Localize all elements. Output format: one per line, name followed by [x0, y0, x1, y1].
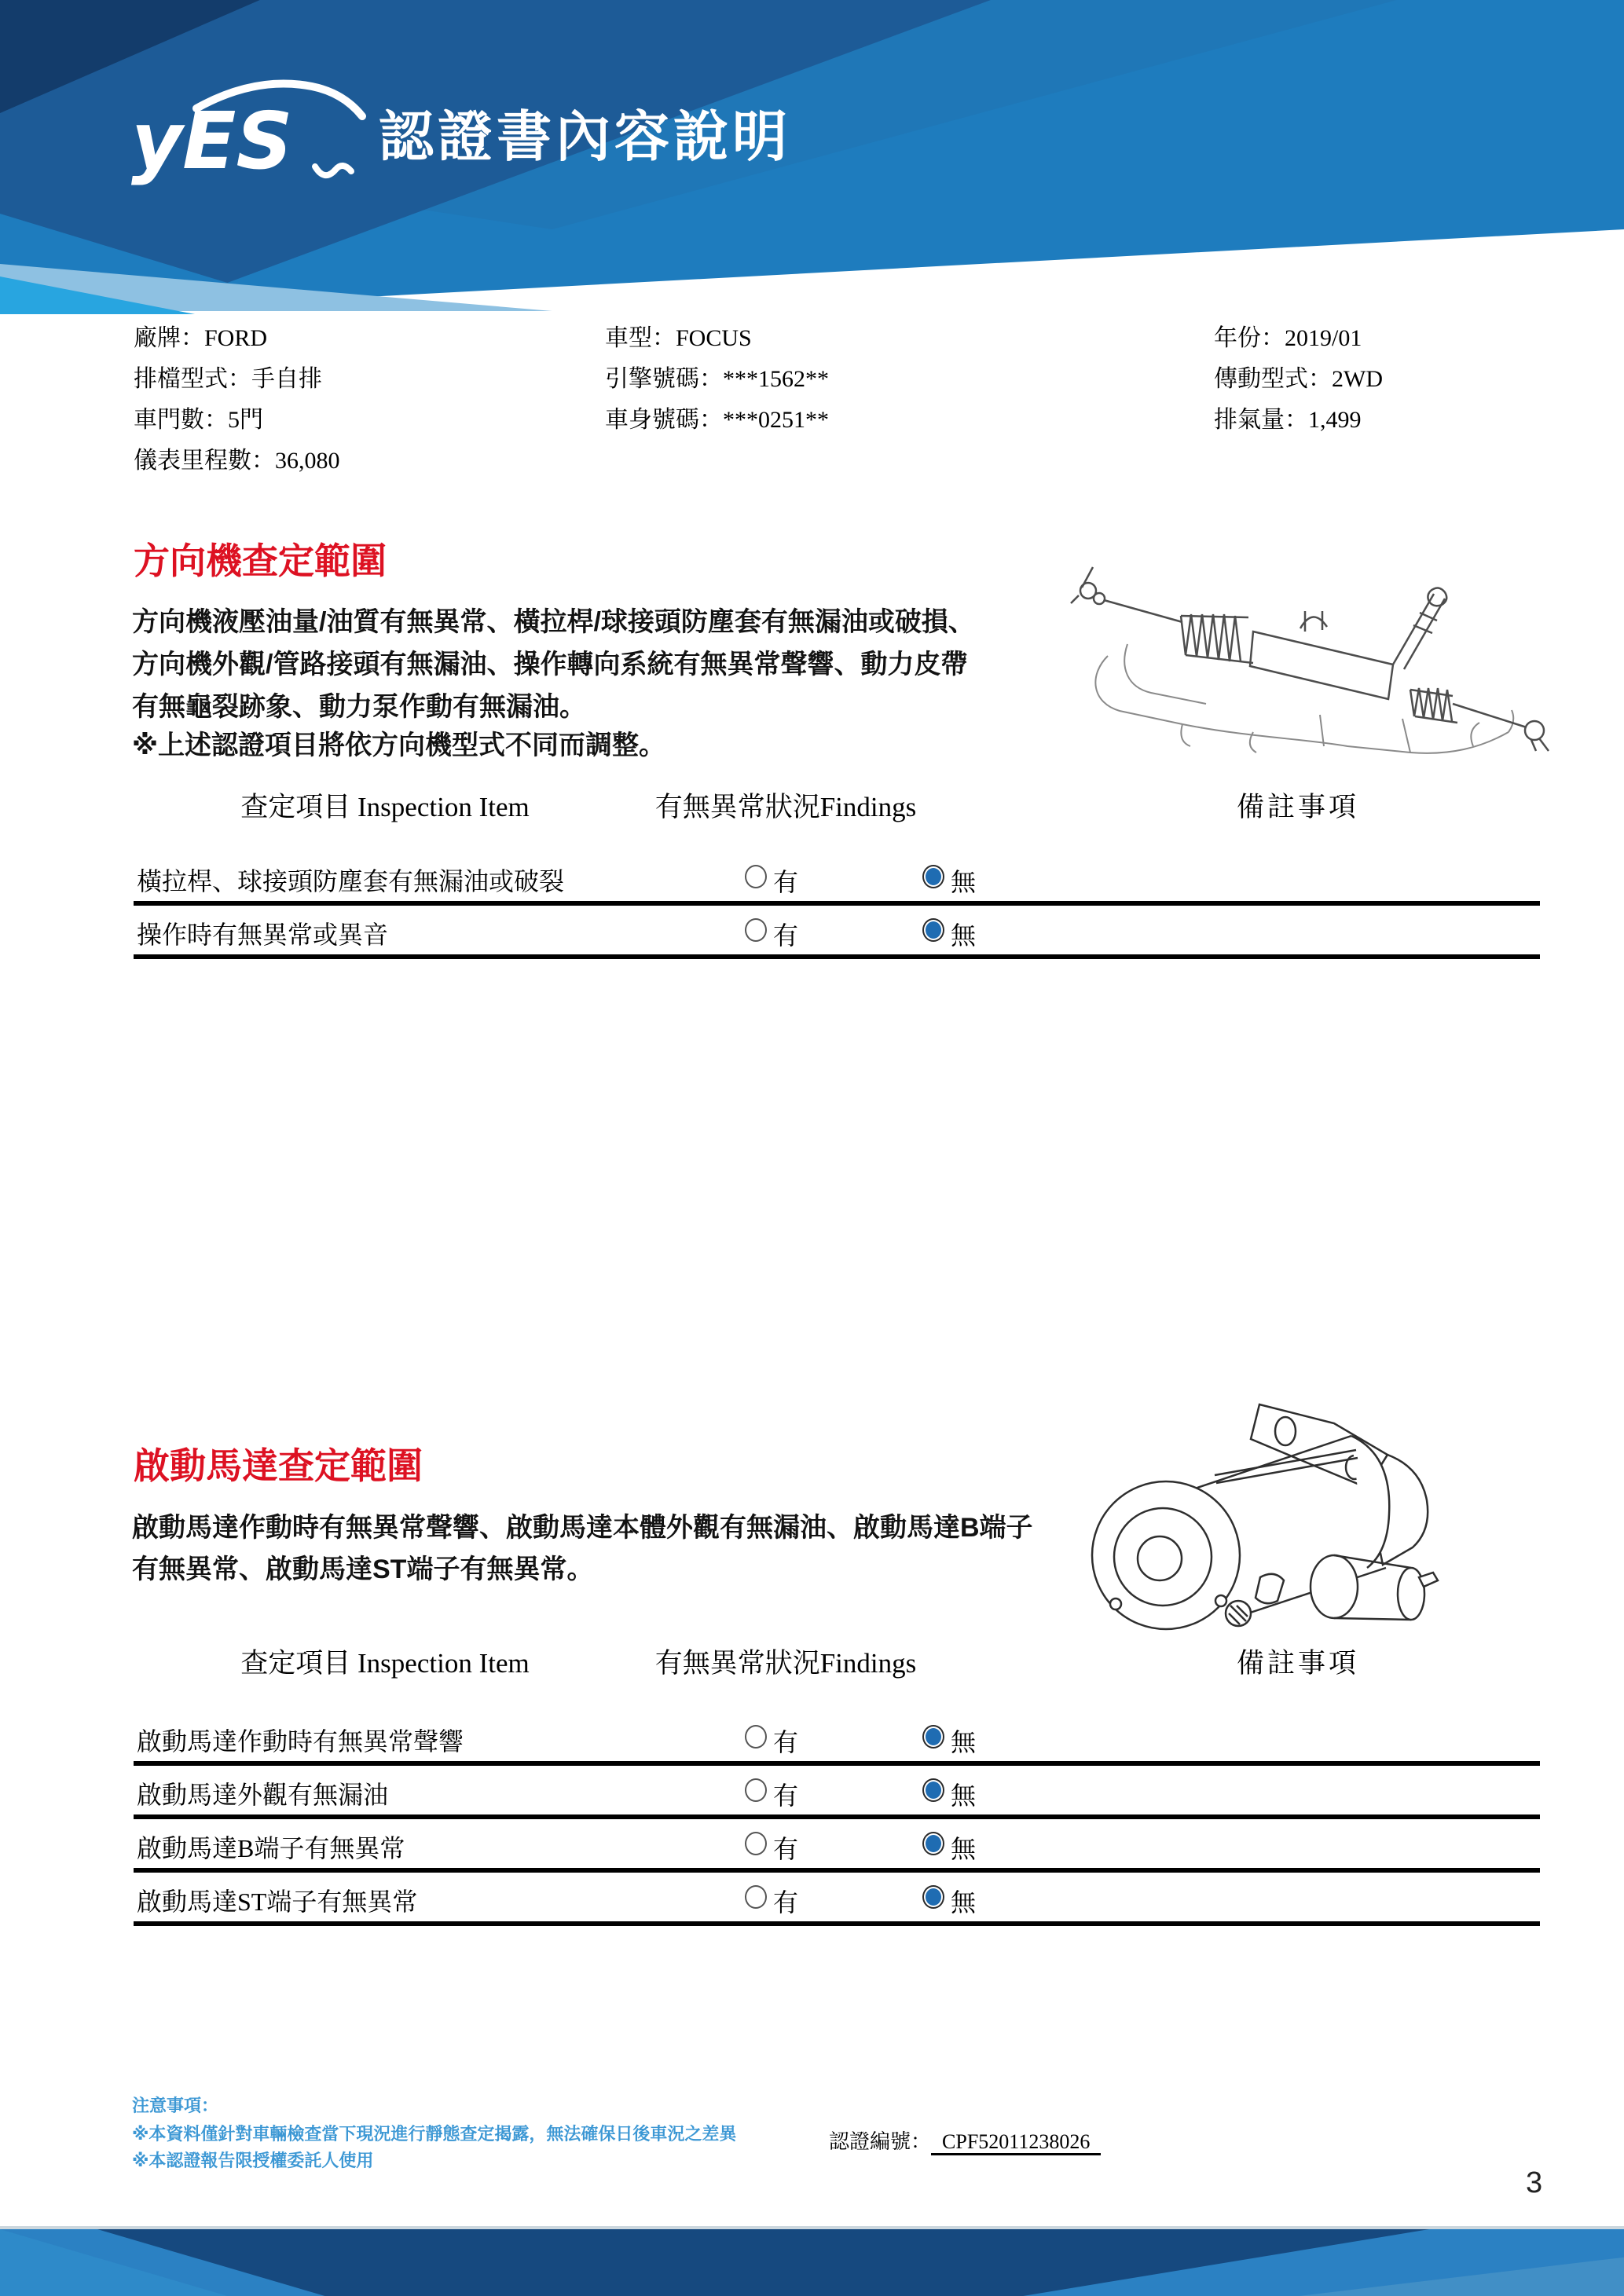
inspection-item-label: 啟動馬達B端子有無異常	[137, 1834, 405, 1862]
vehicle-info-doors: 車門數：5門	[134, 407, 263, 433]
notice-line: ※本資料僅針對車輛檢查當下現況進行靜態查定揭露，無法確保日後車況之差異	[132, 2124, 737, 2144]
steering-note: ※上述認證項目將依方向機型式不同而調整。	[132, 731, 666, 760]
column-header-findings: 有無異常狀況Findings	[654, 792, 917, 822]
steering-inspection-table	[134, 785, 1540, 963]
radio-finding-none-selected[interactable]	[922, 918, 944, 942]
finding-none-label: 無	[951, 868, 977, 896]
column-header-remarks: 備註事項	[1236, 1648, 1359, 1679]
finding-has-label: 有	[773, 1888, 799, 1917]
finding-has-label: 有	[773, 1728, 799, 1756]
steering-rack-illustration	[1065, 550, 1560, 758]
finding-none-label: 無	[951, 1888, 977, 1917]
inspection-item-label: 橫拉桿、球接頭防塵套有無漏油或破裂	[137, 867, 565, 895]
vehicle-info-model: 車型：FOCUS	[605, 325, 752, 351]
table-row	[134, 906, 1540, 959]
radio-finding-has[interactable]	[745, 918, 767, 942]
vehicle-info-year: 年份：2019/01	[1214, 325, 1362, 351]
finding-has-label: 有	[773, 921, 799, 950]
page-number: 3	[1526, 2166, 1543, 2199]
starter-motor-illustration	[1075, 1379, 1499, 1639]
finding-none-label: 無	[951, 1782, 977, 1810]
table-row	[134, 852, 1540, 906]
vehicle-info-engine-no: 引擎號碼：***1562**	[605, 366, 829, 392]
radio-finding-none-selected[interactable]	[922, 865, 944, 888]
inspection-item-label: 啟動馬達作動時有無異常聲響	[137, 1727, 464, 1756]
starter-section-title: 啟動馬達查定範圍	[134, 1445, 423, 1486]
vehicle-info-brand: 廠牌：FORD	[134, 325, 268, 351]
certificate-number-line	[829, 2126, 1101, 2155]
logo-text: yES	[131, 95, 293, 187]
table-row	[134, 1766, 1540, 1819]
vehicle-info-vin: 車身號碼：***0251**	[605, 407, 829, 433]
certificate-number-value: CPF52011238026	[931, 2130, 1101, 2155]
radio-finding-none-selected[interactable]	[922, 1778, 944, 1802]
radio-finding-has[interactable]	[745, 1832, 767, 1855]
radio-finding-has[interactable]	[745, 1725, 767, 1749]
radio-finding-has[interactable]	[745, 865, 767, 888]
table-row	[134, 1873, 1540, 1926]
vehicle-info-displacement: 排氣量：1,499	[1214, 407, 1362, 433]
starter-inspection-table	[134, 1642, 1540, 1926]
page-title: 認證書內容說明	[379, 106, 791, 167]
vehicle-info-drivetrain: 傳動型式：2WD	[1214, 366, 1383, 392]
steering-section-title: 方向機查定範圍	[134, 540, 387, 581]
inspection-item-label: 啟動馬達外觀有無漏油	[137, 1781, 389, 1809]
inspection-item-label: 啟動馬達ST端子有無異常	[137, 1888, 418, 1916]
starter-description-line: 啟動馬達作動時有無異常聲響、啟動馬達本體外觀有無漏油、啟動馬達B端子	[132, 1513, 1033, 1543]
finding-has-label: 有	[773, 868, 799, 896]
steering-description-line: 方向機液壓油量/油質有無異常、橫拉桿/球接頭防塵套有無漏油或破損、	[132, 607, 975, 637]
header-banner	[0, 0, 1624, 314]
steering-description-line: 有無龜裂跡象、動力泵作動有無漏油。	[132, 692, 586, 722]
radio-finding-none-selected[interactable]	[922, 1832, 944, 1855]
footer-polygon-dark	[0, 2229, 1624, 2296]
radio-finding-has[interactable]	[745, 1885, 767, 1909]
column-header-inspection-item: 查定項目 Inspection Item	[240, 792, 530, 822]
vehicle-info-mileage: 儀表里程數：36,080	[134, 448, 340, 474]
table-row	[134, 1819, 1540, 1873]
radio-finding-none-selected[interactable]	[922, 1725, 944, 1749]
finding-none-label: 無	[951, 921, 977, 950]
table-row	[134, 1712, 1540, 1766]
inspection-item-label: 操作時有無異常或異音	[137, 921, 389, 949]
notice-title: 注意事項：	[132, 2096, 219, 2115]
radio-finding-none-selected[interactable]	[922, 1885, 944, 1909]
notice-line: ※本認證報告限授權委託人使用	[132, 2151, 374, 2170]
finding-has-label: 有	[773, 1782, 799, 1810]
yes-brand-logo-icon	[130, 68, 375, 200]
finding-none-label: 無	[951, 1835, 977, 1863]
vehicle-info-transmission: 排檔型式：手自排	[134, 366, 322, 392]
footer-banner	[0, 2229, 1624, 2296]
finding-none-label: 無	[951, 1728, 977, 1756]
finding-has-label: 有	[773, 1835, 799, 1863]
certificate-number-label: 認證編號：	[829, 2130, 932, 2153]
steering-description-line: 方向機外觀/管路接頭有無漏油、操作轉向系統有無異常聲響、動力皮帶	[132, 650, 968, 679]
starter-description-line: 有無異常、啟動馬達ST端子有無異常。	[132, 1554, 594, 1584]
column-header-findings: 有無異常狀況Findings	[654, 1648, 917, 1679]
column-header-inspection-item: 查定項目 Inspection Item	[240, 1648, 530, 1679]
column-header-remarks: 備註事項	[1236, 792, 1359, 822]
radio-finding-has[interactable]	[745, 1778, 767, 1802]
